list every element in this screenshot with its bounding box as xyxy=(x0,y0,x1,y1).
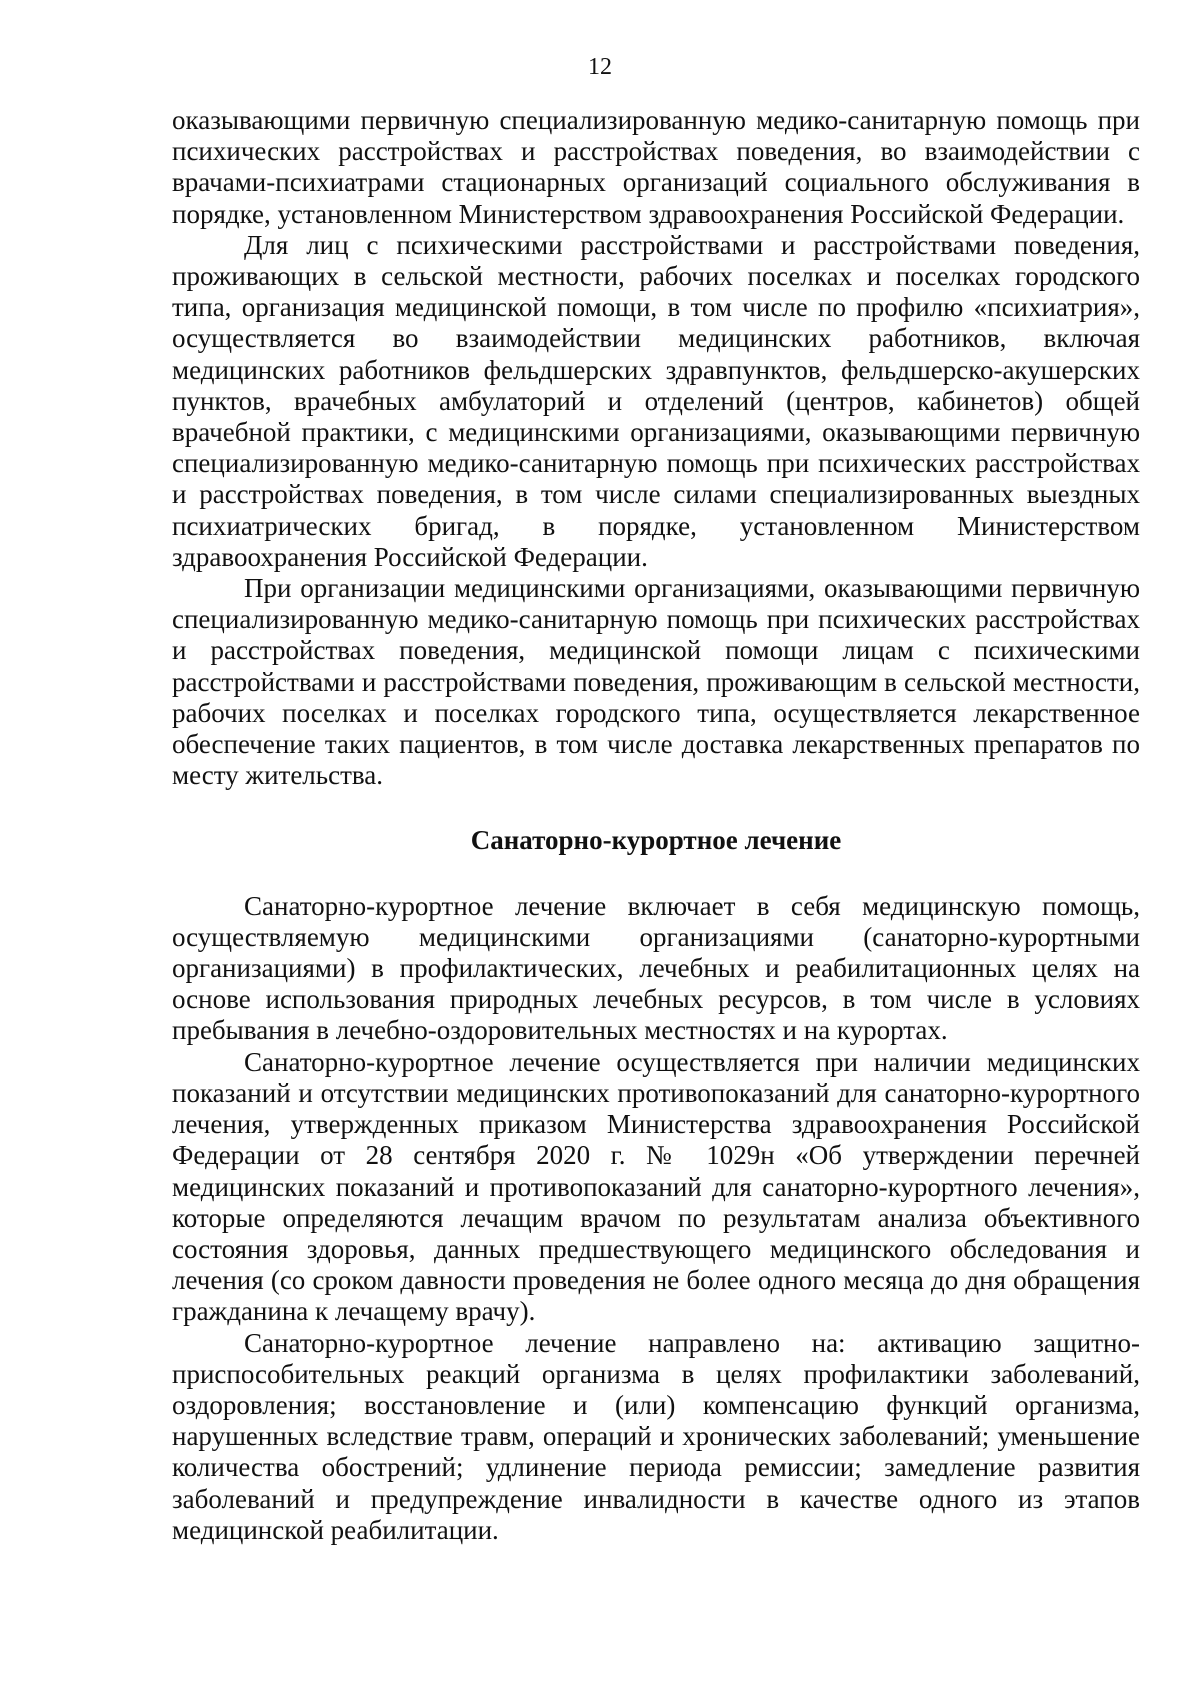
paragraph-sanatorium-definition: Санаторно-курортное лечение включает в себя медицинскую помощь, осуществляемую медицинскими организациями (санаторно-курортными организациями) в профилактических, лечебных и реабилитационных целях на основе использования природных лечебных ресурсов, в том числе в условиях пребывания в лечебно-оздоровительных местностях и на курортах. xyxy=(172,890,1140,1046)
document-body xyxy=(172,105,1140,1546)
paragraph-sanatorium-goals: Санаторно-курортное лечение направлено на: активацию защитно-приспособительных реакций организма в целях профилактики заболеваний, оздоровления; восстановление и (или) компенсацию функций организма, нарушенных вследствие травм, операций и хронических заболеваний; уменьшение количества обострений; удлинение периода ремиссии; замедление развития заболеваний и предупреждение инвалидности в качестве одного из этапов медицинской реабилитации. xyxy=(172,1327,1140,1545)
paragraph-sanatorium-indications: Санаторно-курортное лечение осуществляется при наличии медицинских показаний и отсутствии медицинских противопоказаний для санаторно-курортного лечения, утвержденных приказом Министерства здравоохранения Российской Федерации от 28 сентября 2020 г. № 1029н «Об утверждении перечней медицинских показаний и противопоказаний для санаторно-курортного лечения», которые определяются лечащим врачом по результатам анализа объективного состояния здоровья, данных предшествующего медицинского обследования и лечения (со сроком давности проведения не более одного месяца до дня обращения гражданина к лечащему врачу). xyxy=(172,1046,1140,1327)
paragraph-continuation: оказывающими первичную специализированную медико-санитарную помощь при психических расстройствах и расстройствах поведения, во взаимодействии с врачами-психиатрами стационарных организаций социального обслуживания в порядке, установленном Министерством здравоохранения Российской Федерации. xyxy=(172,105,1140,229)
page-number: 12 xyxy=(588,54,612,80)
paragraph-drug-supply: При организации медицинскими организациями, оказывающими первичную специализированную медико-санитарную помощь при психических расстройствах и расстройствах поведения, медицинской помощи лицам с психическими расстройствами и расстройствами поведения, проживающим в сельской местности, рабочих поселках и поселках городского типа, осуществляется лекарственное обеспечение таких пациентов, в том числе доставка лекарственных препаратов по месту жительства. xyxy=(172,573,1140,791)
section-heading: Санаторно-курортное лечение xyxy=(470,825,842,856)
paragraph-rural-care: Для лиц с психическими расстройствами и расстройствами поведения, проживающих в сельской местности, рабочих поселках и поселках городского типа, организация медицинской помощи, в том числе по профилю «психиатрия», осуществляется во взаимодействии медицинских работников, включая медицинских работников фельдшерских здравпунктов, фельдшерско-акушерских пунктов, врачебных амбулаторий и отделений (центров, кабинетов) общей врачебной практики, с медицинскими организациями, оказывающими первичную специализированную медико-санитарную помощь при психических расстройствах и расстройствах поведения, в том числе силами специализированных выездных психиатрических бригад, в порядке, установленном Министерством здравоохранения Российской Федерации. xyxy=(172,229,1140,572)
